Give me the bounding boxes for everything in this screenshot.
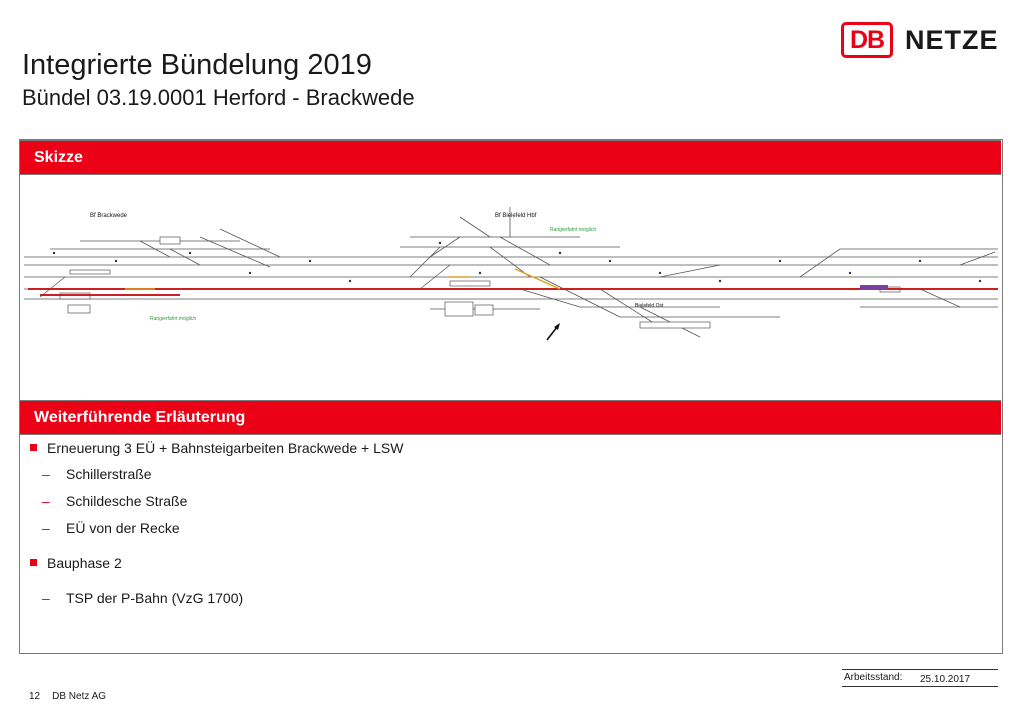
list-subitem: – Schildesche Straße (42, 493, 188, 509)
bullet-square-icon (30, 559, 37, 566)
station-label-brackwede: Bf Brackwede (90, 213, 128, 219)
track-sketch (20, 177, 1001, 399)
signal-markers (53, 242, 981, 282)
footer (29, 690, 106, 704)
dash-icon: – (42, 520, 50, 536)
station-label-bielefeld-hbf: Bf Bielefeld Hbf (495, 213, 537, 219)
sketch-section-title: Skizze (34, 149, 83, 166)
list-subitem: – TSP der P-Bahn (VzG 1700) (42, 590, 244, 606)
dash-icon: – (42, 466, 50, 482)
notes-section-header (20, 400, 1001, 435)
sketch-section-header (20, 140, 1001, 175)
closure-track (28, 289, 998, 295)
dash-icon: – (42, 493, 50, 509)
station-label-bielefeld-ost: Bielefeld Ost (635, 303, 664, 309)
shunting-note-bottom: Rangierfahrt möglich (150, 316, 197, 322)
content-frame (19, 139, 1003, 654)
list-item: Bauphase 2 (30, 554, 122, 572)
platforms (60, 237, 900, 328)
netze-wordmark: NETZE (905, 25, 999, 55)
status-label: Arbeitsstand: (844, 672, 903, 683)
detour-track (125, 269, 560, 289)
bullet-square-icon (30, 444, 37, 451)
shunting-note-top: Rangierfahrt möglich (550, 227, 597, 233)
page-subtitle: Bündel 03.19.0001 Herford - Brackwede (22, 85, 415, 110)
page-title: Integrierte Bündelung 2019 (22, 49, 372, 81)
notes-section-title: Weiterführende Erläuterung (34, 409, 246, 426)
db-logo-mark: DB (841, 22, 893, 58)
status-box (842, 669, 998, 687)
list-subitem: – Schillerstraße (42, 466, 152, 482)
page-number: 12 (29, 691, 41, 702)
status-date: 25.10.2017 (920, 674, 971, 685)
company-name: DB Netz AG (52, 691, 107, 702)
pointer-arrow (547, 327, 557, 340)
db-netze-logo (841, 22, 1005, 58)
list-subitem: – EÜ von der Recke (42, 520, 180, 536)
highlight-section (860, 285, 888, 290)
list-item: Erneuerung 3 EÜ + Bahnsteigarbeiten Brackwede + LSW (30, 439, 403, 457)
dash-icon: – (42, 590, 50, 606)
